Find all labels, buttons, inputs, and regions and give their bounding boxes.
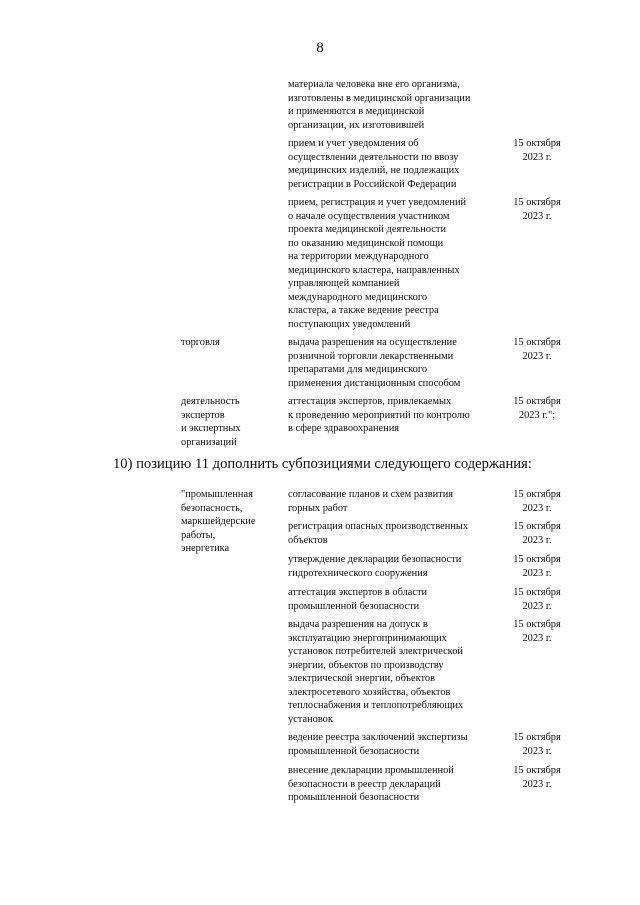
b2-row2-date: 15 октября 2023 г. (513, 521, 561, 546)
section-heading: 10) позицию 11 дополнить субпозициями следующего содержания: (113, 456, 532, 472)
b2-row6-date: 15 октября 2023 г. (513, 732, 561, 757)
b2-row1-date: 15 октября 2023 г. (513, 489, 561, 514)
row2-date: 15 октября 2023 г. (513, 138, 561, 163)
row4-date: 15 октября 2023 г. (513, 337, 561, 362)
b2-row7-date: 15 октября 2023 г. (513, 765, 561, 790)
row4-description: выдача разрешения на осуществление розничной торговли лекарственными препаратами для медицинского применения дистанционным способом (288, 337, 461, 389)
row5-date: 15 октября 2023 г."; (513, 396, 561, 421)
block2-category: "промышленная безопасность, маркшейдерские работы, энергетика (181, 489, 256, 554)
b2-row5-date: 15 октября 2023 г. (513, 619, 561, 644)
b2-row6-description: ведение реестра заключений экспертизы промышленной безопасности (288, 732, 468, 757)
b2-row3-date: 15 октября 2023 г. (513, 554, 561, 579)
row5-description: аттестация экспертов, привлекаемых к проведению мероприятий по контролю в сфере здравоохранения (288, 396, 470, 434)
page-number: 8 (316, 40, 324, 56)
row1-description: материала человека вне его организма, изготовлены в медицинской организации и применяются в медицинской организации, их изготовившей (288, 79, 471, 131)
row3-description: прием, регистрация и учет уведомлений о начале осуществления участником проекта медицинской деятельности по оказанию медицинской помощи на территории международного медицинского кластера, направленных управляющей компанией международного медицинского кластера, а также ведение реестра поступающих уведомлений (288, 197, 467, 330)
b2-row7-description: внесение декларации промышленной безопасности в реестр деклараций промышленной безопасности (288, 765, 454, 803)
b2-row2-description: регистрация опасных производственных объектов (288, 521, 469, 546)
b2-row4-date: 15 октября 2023 г. (513, 587, 561, 612)
row5-category: деятельность экспертов и экспертных организаций (181, 396, 241, 448)
row2-description: прием и учет уведомления об осуществлении деятельности по ввозу медицинских изделий, не подлежащих регистрации в Российской Федерации (288, 138, 460, 190)
row4-category: торговля (181, 337, 220, 348)
b2-row1-description: согласование планов и схем развития горных работ (288, 489, 454, 514)
b2-row5-description: выдача разрешения на допуск в эксплуатацию энергопринимающих установок потребителей электрической энергии, объектов по производству электрической энергии, объектов электросетевого хозяйства, объектов теплоснабжения и теплопотребляющих установок (288, 619, 464, 725)
b2-row3-description: утверждение декларации безопасности гидротехнического сооружения (288, 554, 462, 579)
b2-row4-description: аттестация экспертов в области промышленной безопасности (288, 587, 428, 612)
row3-date: 15 октября 2023 г. (513, 197, 561, 222)
